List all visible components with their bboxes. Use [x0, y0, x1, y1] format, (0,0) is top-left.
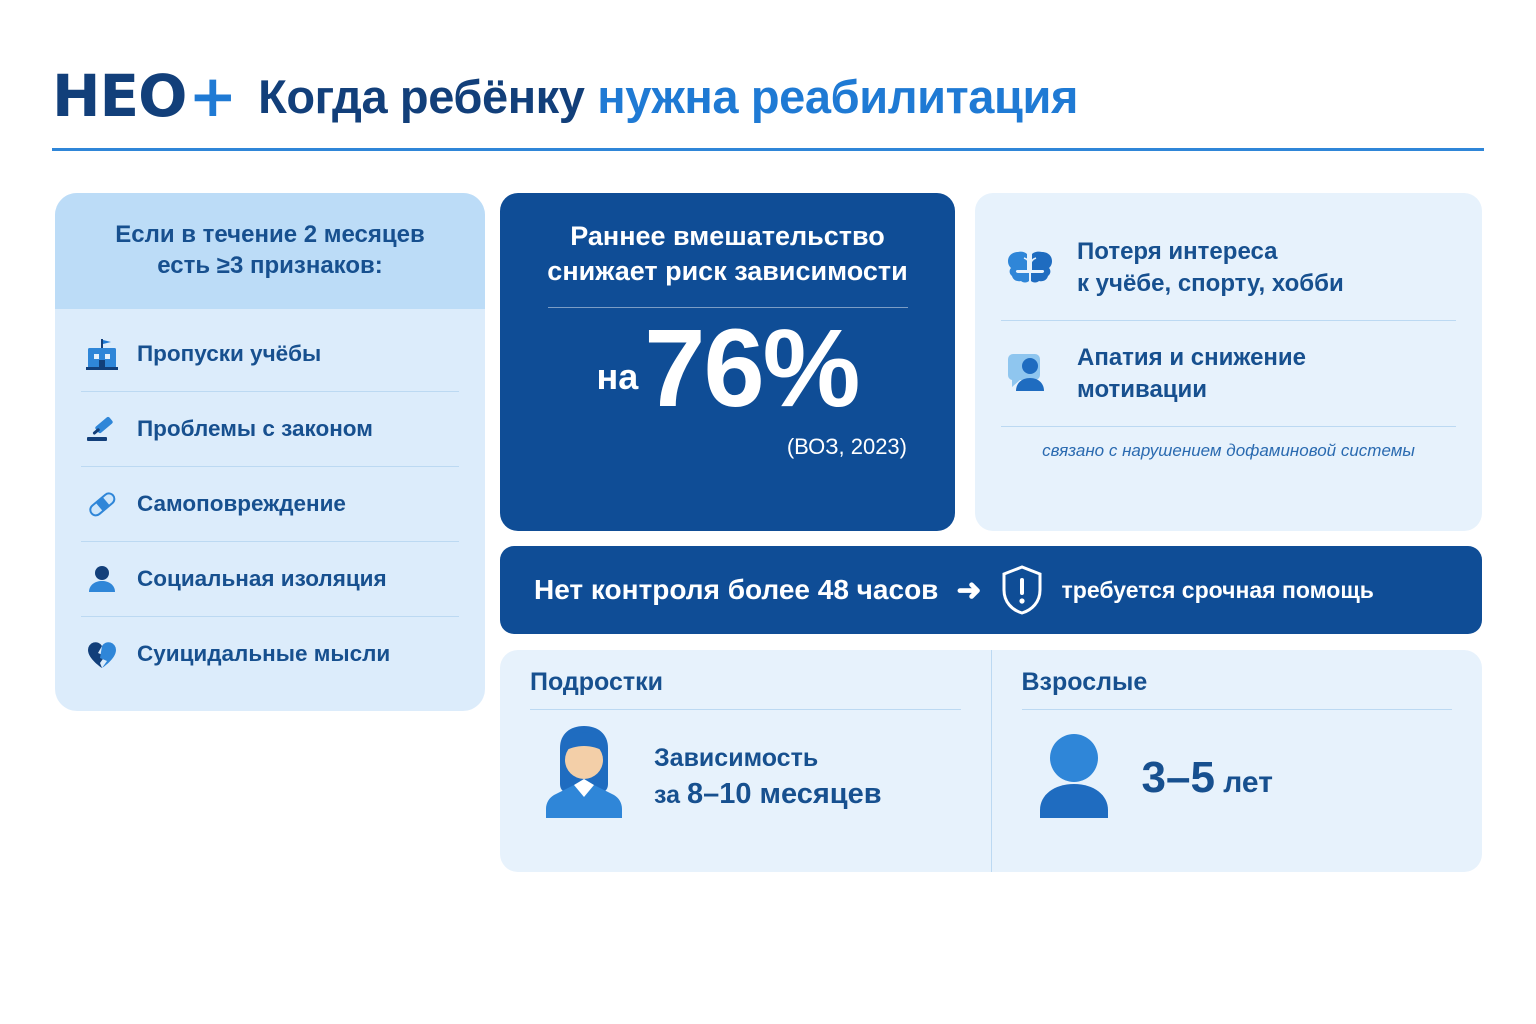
teens-column	[500, 650, 991, 872]
page-title	[258, 69, 1078, 124]
symptom-line2: к учёбе, спорту, хобби	[1077, 269, 1344, 297]
teens-text	[654, 742, 882, 815]
adult-man-avatar	[1022, 718, 1126, 838]
teen-girl-avatar	[530, 718, 638, 838]
teens-divider	[530, 709, 961, 710]
logo-plus-icon: +	[188, 62, 237, 130]
bandage-icon	[81, 483, 123, 525]
person-icon	[81, 558, 123, 600]
arrow-right-icon: ➜	[956, 573, 982, 607]
list-item	[81, 542, 459, 617]
early-intervention-stat-card	[500, 193, 955, 531]
warning-signs-panel	[55, 193, 485, 711]
header-divider	[52, 148, 1484, 151]
urgent-main-text: Нет контроля более 48 часов	[534, 574, 939, 605]
adults-unit: лет	[1214, 766, 1273, 799]
page-header	[52, 46, 1484, 146]
page-title-part1: Когда ребёнку	[258, 69, 585, 123]
brand-logo	[52, 62, 237, 130]
stat-title-line2: снижает риск зависимости	[547, 256, 908, 287]
brain-icon	[1001, 244, 1059, 292]
stat-source: (ВОЗ, 2023)	[786, 434, 907, 460]
warning-signs-heading-line1: Если в течение 2 месяцев	[115, 221, 425, 249]
gavel-icon	[81, 408, 123, 450]
logo-text: HEO	[52, 62, 187, 130]
teens-line1: Зависимость	[654, 743, 819, 772]
adults-divider	[1022, 709, 1453, 710]
adults-text	[1142, 753, 1273, 803]
symptoms-note: связано с нарушением дофаминовой системы	[1042, 441, 1415, 460]
symptom-text	[1077, 342, 1306, 404]
list-item	[1001, 215, 1456, 321]
list-item-label: Суицидальные мысли	[137, 641, 391, 666]
warning-signs-list	[55, 309, 485, 691]
stat-value: 76%	[644, 307, 859, 431]
urgent-tail-text: требуется срочная помощь	[1061, 576, 1374, 603]
list-item-label: Самоповреждение	[137, 491, 346, 516]
symptom-line1: Апатия и снижение	[1077, 344, 1307, 372]
stat-title	[500, 219, 955, 289]
stat-value-row	[500, 307, 955, 431]
adults-body	[1022, 718, 1453, 838]
dependency-timeline-compare	[500, 650, 1482, 872]
broken-heart-icon	[81, 633, 123, 675]
symptom-line2: мотивации	[1077, 375, 1208, 403]
list-item	[81, 392, 459, 467]
symptoms-card	[975, 193, 1482, 531]
list-item-label: Проблемы с законом	[137, 416, 373, 441]
stat-prefix: на	[596, 356, 639, 398]
list-item	[81, 617, 459, 691]
teens-line2-value: 8–10	[686, 778, 752, 811]
teens-line2	[654, 775, 882, 814]
school-icon	[81, 333, 123, 375]
teens-body	[530, 718, 961, 838]
symptom-text	[1077, 236, 1344, 298]
list-item-label: Социальная изоляция	[137, 566, 387, 591]
warning-signs-heading	[55, 193, 485, 309]
symptom-line1: Потеря интереса	[1077, 238, 1278, 266]
teens-line2-prefix: за	[654, 781, 687, 810]
warning-signs-heading-line2: есть ≥3 признаков:	[157, 252, 383, 279]
list-item	[81, 317, 459, 392]
stat-title-line1: Раннее вмешательство	[570, 221, 885, 251]
apathy-person-icon	[1001, 349, 1059, 399]
urgent-help-bar	[500, 546, 1482, 634]
list-item	[81, 467, 459, 542]
teens-line2-suffix: месяцев	[751, 778, 882, 811]
adults-title: Взрослые	[1021, 668, 1148, 696]
adults-value: 3–5	[1141, 753, 1215, 802]
list-item-label: Пропуски учёбы	[137, 341, 322, 366]
list-item	[1001, 321, 1456, 427]
page-title-part2: нужна реабилитация	[584, 69, 1079, 123]
alert-shield-icon	[1000, 564, 1044, 616]
teens-title: Подростки	[530, 668, 664, 696]
adults-column	[991, 650, 1483, 872]
